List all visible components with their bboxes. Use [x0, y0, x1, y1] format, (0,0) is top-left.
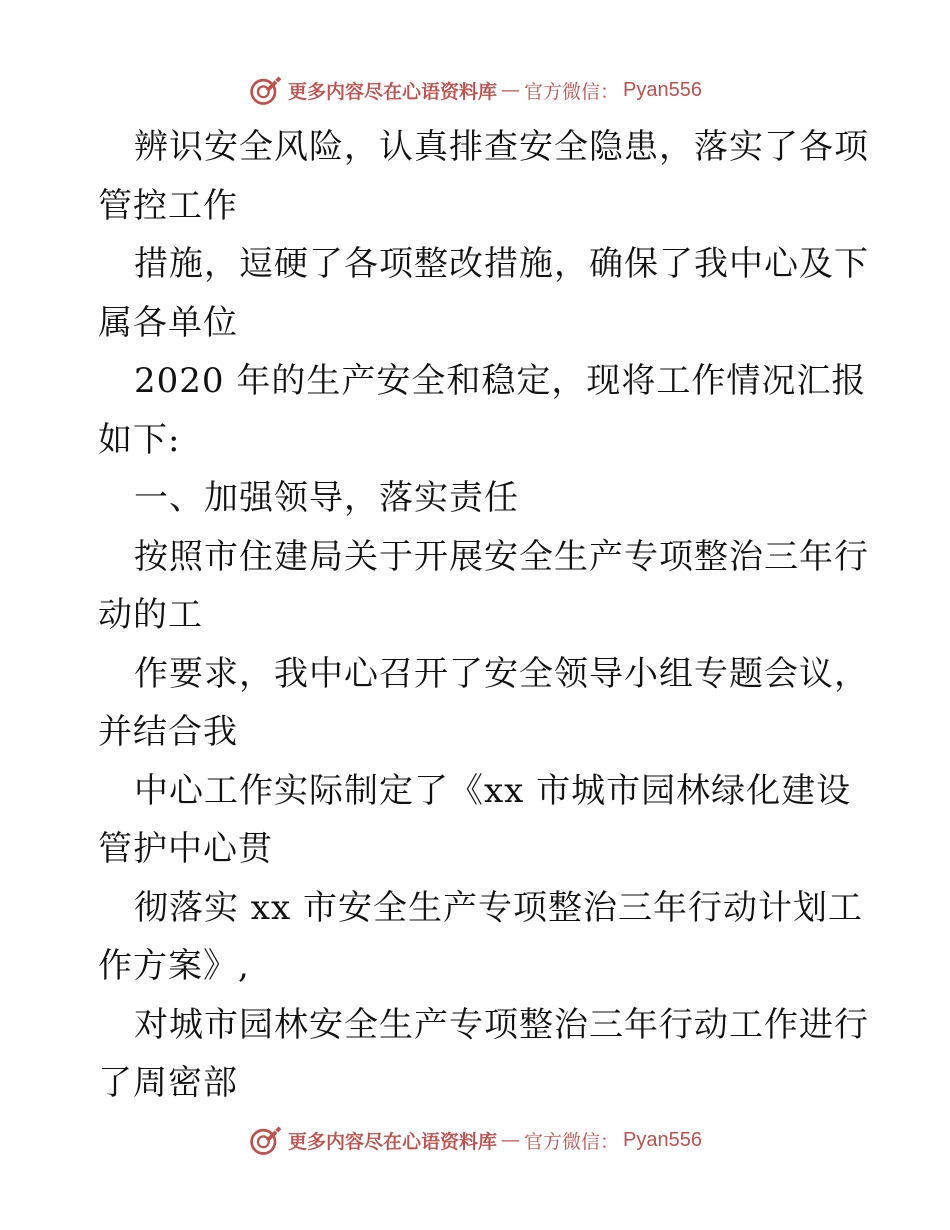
document-body — [98, 118, 878, 1113]
banner-separator: — — [501, 79, 521, 101]
banner-slogan: 更多内容尽在心语资料库 — [288, 80, 498, 103]
text-line: 如下: — [98, 419, 181, 460]
pen-nib-logo-icon — [248, 72, 284, 108]
section-heading: 一、加强领导，落实责任 — [134, 478, 519, 518]
text-line: 管控工作 — [98, 185, 238, 226]
text-line: 2020 年的生产安全和稳定，现将工作情况汇报 — [134, 361, 867, 401]
text-line: 对城市园林安全生产专项整治三年行动工作进行 — [134, 1004, 869, 1045]
text-line: 作方案》, — [98, 946, 250, 986]
banner-separator: — — [501, 1129, 521, 1151]
text-line: 彻落实 xx 市安全生产专项整治三年行动计划工 — [134, 887, 863, 928]
footer-watermark-banner — [0, 1120, 950, 1160]
text-line: 措施，逗硬了各项整改措施，确保了我中心及下 — [134, 244, 869, 284]
banner-wechat-label: 官方微信： — [524, 1130, 620, 1153]
text-line: 了周密部 — [98, 1063, 238, 1103]
text-line: 按照市住建局关于开展安全生产专项整治三年行 — [134, 536, 869, 577]
text-line: 属各单位 — [98, 302, 238, 343]
banner-wechat-label: 官方微信： — [524, 80, 620, 103]
header-watermark-banner — [0, 70, 950, 110]
text-line: 作要求，我中心召开了安全领导小组专题会议， — [134, 653, 869, 694]
text-line: 中心工作实际制定了《xx 市城市园林绿化建设 — [134, 770, 852, 811]
banner-slogan: 更多内容尽在心语资料库 — [288, 1130, 498, 1153]
text-line: 并结合我 — [98, 712, 238, 752]
text-line: 动的工 — [98, 595, 203, 635]
text-line: 管护中心贯 — [98, 829, 273, 869]
banner-wechat-id: Pyan556 — [623, 1128, 702, 1151]
text-line: 辨识安全风险，认真排查安全隐患，落实了各项 — [134, 127, 869, 167]
banner-wechat-id: Pyan556 — [623, 78, 702, 101]
pen-nib-logo-icon — [248, 1122, 284, 1158]
